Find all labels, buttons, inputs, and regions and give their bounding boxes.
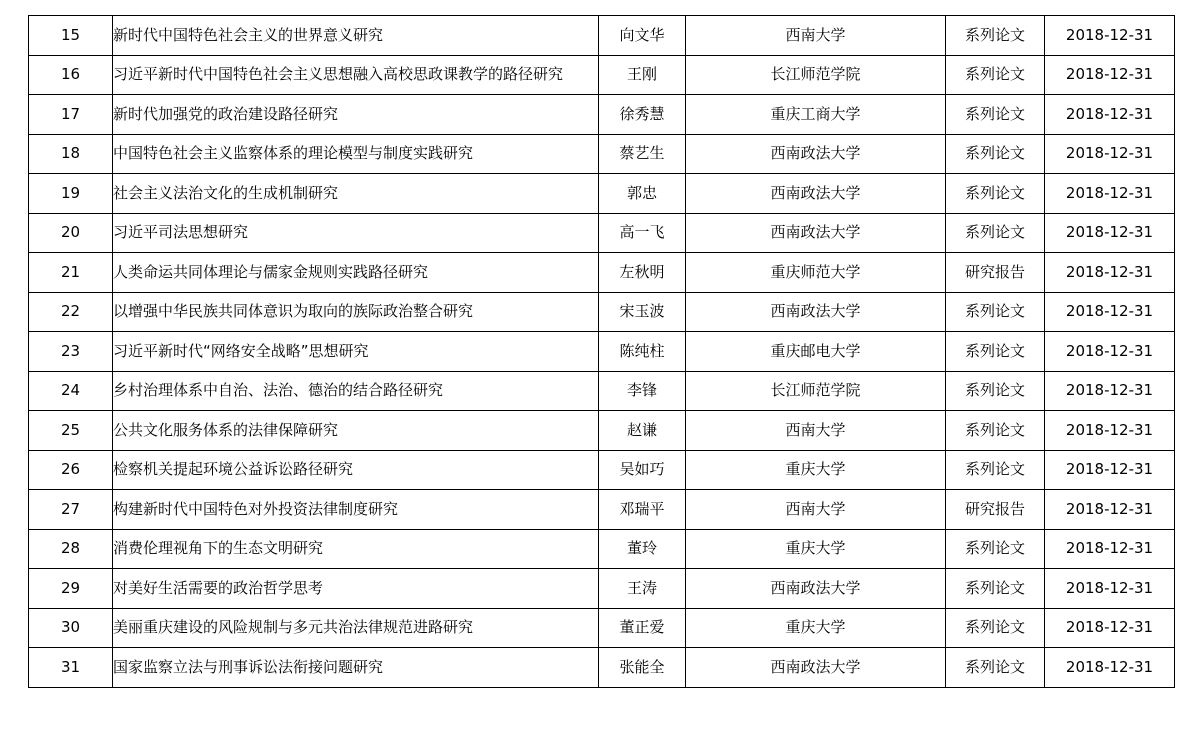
date-cell: 2018-12-31: [1045, 55, 1175, 95]
result-type-cell: 系列论文: [946, 174, 1045, 214]
project-title-cell: 美丽重庆建设的风险规制与多元共治法律规范进路研究: [113, 608, 599, 648]
project-title-cell: 乡村治理体系中自治、法治、德治的结合路径研究: [113, 371, 599, 411]
date-cell: 2018-12-31: [1045, 332, 1175, 372]
row-number-cell: 21: [29, 253, 113, 293]
project-table: [28, 15, 1175, 688]
result-type-cell: 系列论文: [946, 608, 1045, 648]
date-cell: 2018-12-31: [1045, 292, 1175, 332]
institution-cell: 西南大学: [686, 411, 946, 451]
table-row: [29, 16, 1175, 56]
table-row: [29, 608, 1175, 648]
author-cell: 高一飞: [599, 213, 686, 253]
project-title-cell: 新时代中国特色社会主义的世界意义研究: [113, 16, 599, 56]
author-cell: 张能全: [599, 648, 686, 688]
table-row: [29, 569, 1175, 609]
result-type-cell: 系列论文: [946, 371, 1045, 411]
table-row: [29, 450, 1175, 490]
institution-cell: 长江师范学院: [686, 55, 946, 95]
row-number-cell: 31: [29, 648, 113, 688]
date-cell: 2018-12-31: [1045, 529, 1175, 569]
institution-cell: 重庆大学: [686, 608, 946, 648]
result-type-cell: 系列论文: [946, 332, 1045, 372]
project-title-cell: 习近平新时代“网络安全战略”思想研究: [113, 332, 599, 372]
result-type-cell: 系列论文: [946, 213, 1045, 253]
row-number-cell: 19: [29, 174, 113, 214]
project-title-cell: 新时代加强党的政治建设路径研究: [113, 95, 599, 135]
row-number-cell: 29: [29, 569, 113, 609]
table-row: [29, 134, 1175, 174]
project-title-cell: 中国特色社会主义监察体系的理论模型与制度实践研究: [113, 134, 599, 174]
result-type-cell: 系列论文: [946, 55, 1045, 95]
author-cell: 宋玉波: [599, 292, 686, 332]
result-type-cell: 系列论文: [946, 134, 1045, 174]
table-body: [29, 16, 1175, 688]
result-type-cell: 研究报告: [946, 490, 1045, 530]
row-number-cell: 17: [29, 95, 113, 135]
institution-cell: 重庆师范大学: [686, 253, 946, 293]
date-cell: 2018-12-31: [1045, 371, 1175, 411]
row-number-cell: 27: [29, 490, 113, 530]
author-cell: 吴如巧: [599, 450, 686, 490]
row-number-cell: 16: [29, 55, 113, 95]
institution-cell: 长江师范学院: [686, 371, 946, 411]
institution-cell: 西南政法大学: [686, 213, 946, 253]
row-number-cell: 30: [29, 608, 113, 648]
institution-cell: 西南大学: [686, 16, 946, 56]
table-row: [29, 411, 1175, 451]
date-cell: 2018-12-31: [1045, 648, 1175, 688]
result-type-cell: 系列论文: [946, 16, 1045, 56]
row-number-cell: 18: [29, 134, 113, 174]
author-cell: 徐秀慧: [599, 95, 686, 135]
author-cell: 蔡艺生: [599, 134, 686, 174]
project-title-cell: 社会主义法治文化的生成机制研究: [113, 174, 599, 214]
row-number-cell: 22: [29, 292, 113, 332]
date-cell: 2018-12-31: [1045, 134, 1175, 174]
project-title-cell: 习近平新时代中国特色社会主义思想融入高校思政课教学的路径研究: [113, 55, 599, 95]
institution-cell: 西南政法大学: [686, 648, 946, 688]
author-cell: 左秋明: [599, 253, 686, 293]
institution-cell: 西南政法大学: [686, 134, 946, 174]
author-cell: 李锋: [599, 371, 686, 411]
project-title-cell: 构建新时代中国特色对外投资法律制度研究: [113, 490, 599, 530]
institution-cell: 重庆大学: [686, 450, 946, 490]
table-row: [29, 253, 1175, 293]
author-cell: 邓瑞平: [599, 490, 686, 530]
project-title-cell: 人类命运共同体理论与儒家金规则实践路径研究: [113, 253, 599, 293]
date-cell: 2018-12-31: [1045, 174, 1175, 214]
project-title-cell: 检察机关提起环境公益诉讼路径研究: [113, 450, 599, 490]
date-cell: 2018-12-31: [1045, 450, 1175, 490]
table-row: [29, 55, 1175, 95]
result-type-cell: 系列论文: [946, 648, 1045, 688]
row-number-cell: 24: [29, 371, 113, 411]
table-row: [29, 529, 1175, 569]
table-row: [29, 174, 1175, 214]
date-cell: 2018-12-31: [1045, 411, 1175, 451]
table-row: [29, 213, 1175, 253]
author-cell: 王刚: [599, 55, 686, 95]
date-cell: 2018-12-31: [1045, 213, 1175, 253]
table-row: [29, 371, 1175, 411]
institution-cell: 重庆大学: [686, 529, 946, 569]
author-cell: 陈纯柱: [599, 332, 686, 372]
author-cell: 董玲: [599, 529, 686, 569]
date-cell: 2018-12-31: [1045, 253, 1175, 293]
project-title-cell: 对美好生活需要的政治哲学思考: [113, 569, 599, 609]
date-cell: 2018-12-31: [1045, 608, 1175, 648]
project-title-cell: 习近平司法思想研究: [113, 213, 599, 253]
table-row: [29, 648, 1175, 688]
row-number-cell: 26: [29, 450, 113, 490]
project-title-cell: 公共文化服务体系的法律保障研究: [113, 411, 599, 451]
result-type-cell: 系列论文: [946, 450, 1045, 490]
result-type-cell: 研究报告: [946, 253, 1045, 293]
author-cell: 向文华: [599, 16, 686, 56]
result-type-cell: 系列论文: [946, 529, 1045, 569]
result-type-cell: 系列论文: [946, 569, 1045, 609]
table-row: [29, 332, 1175, 372]
author-cell: 郭忠: [599, 174, 686, 214]
institution-cell: 重庆邮电大学: [686, 332, 946, 372]
author-cell: 赵谦: [599, 411, 686, 451]
date-cell: 2018-12-31: [1045, 490, 1175, 530]
date-cell: 2018-12-31: [1045, 95, 1175, 135]
institution-cell: 重庆工商大学: [686, 95, 946, 135]
row-number-cell: 28: [29, 529, 113, 569]
author-cell: 王涛: [599, 569, 686, 609]
date-cell: 2018-12-31: [1045, 16, 1175, 56]
project-title-cell: 国家监察立法与刑事诉讼法衔接问题研究: [113, 648, 599, 688]
institution-cell: 西南大学: [686, 490, 946, 530]
author-cell: 董正爱: [599, 608, 686, 648]
row-number-cell: 25: [29, 411, 113, 451]
table-row: [29, 490, 1175, 530]
result-type-cell: 系列论文: [946, 411, 1045, 451]
institution-cell: 西南政法大学: [686, 569, 946, 609]
result-type-cell: 系列论文: [946, 95, 1045, 135]
row-number-cell: 15: [29, 16, 113, 56]
institution-cell: 西南政法大学: [686, 174, 946, 214]
date-cell: 2018-12-31: [1045, 569, 1175, 609]
project-title-cell: 以增强中华民族共同体意识为取向的族际政治整合研究: [113, 292, 599, 332]
table-row: [29, 292, 1175, 332]
institution-cell: 西南政法大学: [686, 292, 946, 332]
row-number-cell: 23: [29, 332, 113, 372]
row-number-cell: 20: [29, 213, 113, 253]
result-type-cell: 系列论文: [946, 292, 1045, 332]
project-title-cell: 消费伦理视角下的生态文明研究: [113, 529, 599, 569]
table-row: [29, 95, 1175, 135]
